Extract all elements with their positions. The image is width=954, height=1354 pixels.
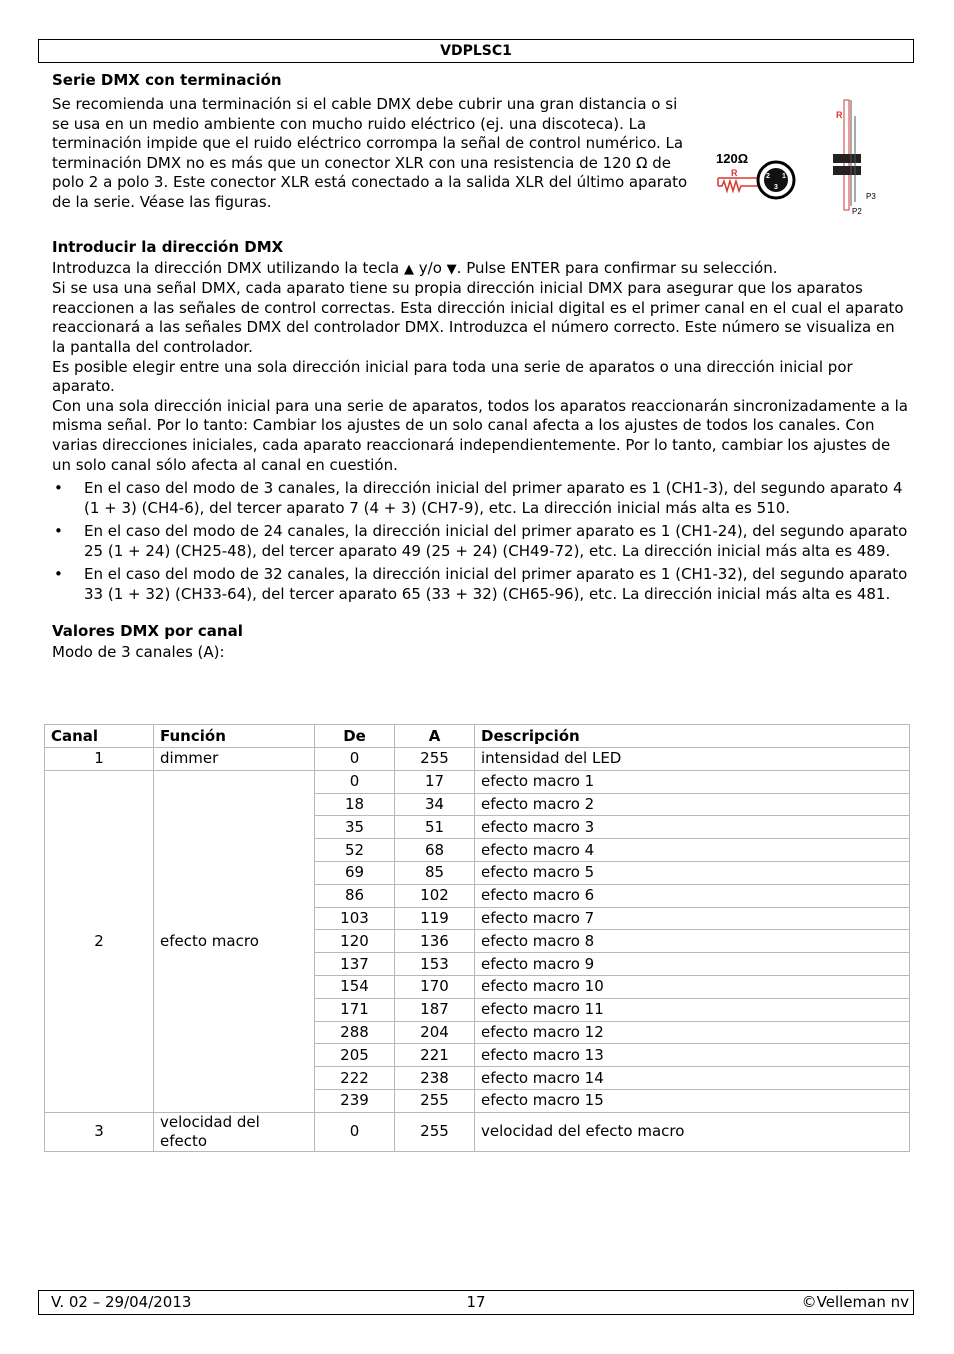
cell-a: 255 — [395, 748, 475, 771]
cell-funcion: velocidad del efecto — [154, 1112, 315, 1151]
cell-descripcion: efecto macro 6 — [475, 884, 910, 907]
cell-a: 170 — [395, 975, 475, 998]
cell-a: 153 — [395, 953, 475, 976]
termination-paragraph: Se recomienda una terminación si el cable DMX debe cubrir una gran distancia o si se usa en un medio ambiente con mucho ruido eléctrico (ej. una discoteca). La terminación impide que el ruido eléctrico corrompa la señal de control numérico. La terminación DMX no es más que un conector XLR con una resistencia de 120 Ω de polo 2 a polo 3. Este conector XLR está conectado a la salida XLR del último aparato de la serie. Véase las figuras. — [52, 95, 688, 211]
cell-de: 171 — [315, 998, 395, 1021]
list-item — [52, 479, 908, 518]
cell-a: 51 — [395, 816, 475, 839]
col-header-de: De — [315, 725, 395, 748]
cell-de: 120 — [315, 930, 395, 953]
cell-descripcion: efecto macro 5 — [475, 861, 910, 884]
footer-version: V. 02 – 29/04/2013 — [51, 1293, 192, 1311]
cell-descripcion: efecto macro 4 — [475, 839, 910, 862]
cell-descripcion: efecto macro 10 — [475, 975, 910, 998]
dmx-values-section — [52, 619, 908, 663]
arrow-up-icon: ▲ — [404, 261, 415, 277]
cell-de: 52 — [315, 839, 395, 862]
cell-de: 205 — [315, 1044, 395, 1067]
list-item-text: En el caso del modo de 32 canales, la dirección inicial del primer aparato es 1 (CH1-32), del segundo aparato 33 (1 + 32) (CH33-64), del tercer aparato 65 (33 + 32) (CH65-96), etc. La dirección inicial más alta es 481. — [84, 565, 908, 604]
cell-de: 0 — [315, 770, 395, 793]
cell-descripcion: efecto macro 11 — [475, 998, 910, 1021]
resistor-symbol — [718, 181, 758, 191]
xlr-pin-3: 3 — [774, 184, 778, 191]
col-header-canal: Canal — [45, 725, 154, 748]
col-header-descripcion: Descripción — [475, 725, 910, 748]
cell-de: 103 — [315, 907, 395, 930]
cell-descripcion: efecto macro 2 — [475, 793, 910, 816]
cell-descripcion: efecto macro 7 — [475, 907, 910, 930]
cell-a: 255 — [395, 1089, 475, 1112]
cell-de: 154 — [315, 975, 395, 998]
arrow-down-icon: ▼ — [446, 261, 457, 277]
xlr-pin-2: 2 — [766, 173, 770, 180]
col-header-funcion: Función — [154, 725, 315, 748]
section-heading-termination: Serie DMX con terminación — [52, 71, 282, 89]
dmx-address-intro — [52, 259, 908, 280]
cell-a: 17 — [395, 770, 475, 793]
cell-a: 255 — [395, 1112, 475, 1151]
cell-funcion: efecto macro — [154, 770, 315, 1112]
cell-canal: 2 — [45, 770, 154, 1112]
list-item — [52, 522, 908, 561]
cell-de: 239 — [315, 1089, 395, 1112]
section-heading-dmx-address: Introducir la dirección DMX — [52, 237, 284, 256]
cell-a: 102 — [395, 884, 475, 907]
connector-block-bottom — [833, 166, 861, 175]
cell-de: 69 — [315, 861, 395, 884]
cell-a: 34 — [395, 793, 475, 816]
table-row — [45, 748, 910, 771]
cell-descripcion: efecto macro 14 — [475, 1067, 910, 1090]
cell-de: 18 — [315, 793, 395, 816]
bullet-icon: • — [54, 565, 63, 584]
cell-de: 35 — [315, 816, 395, 839]
cell-a: 136 — [395, 930, 475, 953]
cell-de: 288 — [315, 1021, 395, 1044]
mode-subheading: Modo de 3 canales (A): — [52, 642, 225, 661]
figure-ohm-label: 120Ω — [716, 151, 749, 166]
table-row — [45, 1112, 910, 1151]
bullet-icon: • — [54, 522, 63, 541]
cell-de: 137 — [315, 953, 395, 976]
connector-block-top — [833, 154, 861, 163]
intro-text-post: . Pulse ENTER para confirmar su selección. — [456, 258, 778, 277]
channel-mode-list — [52, 479, 908, 605]
table-header-row — [45, 725, 910, 748]
figure-p2-label: P2 — [852, 207, 862, 216]
cell-descripcion: efecto macro 1 — [475, 770, 910, 793]
cell-a: 238 — [395, 1067, 475, 1090]
cell-a: 85 — [395, 861, 475, 884]
cell-de: 222 — [315, 1067, 395, 1090]
cell-descripcion: efecto macro 8 — [475, 930, 910, 953]
section-heading-dmx-values: Valores DMX por canal — [52, 621, 243, 640]
footer-page-number: 17 — [466, 1293, 486, 1311]
cell-a: 68 — [395, 839, 475, 862]
cell-canal: 3 — [45, 1112, 154, 1151]
dmx-channel-table — [44, 724, 910, 1152]
cell-descripcion: efecto macro 13 — [475, 1044, 910, 1067]
col-header-a: A — [395, 725, 475, 748]
bullet-icon: • — [54, 479, 63, 498]
intro-text-mid: y/o — [414, 258, 447, 277]
list-item — [52, 565, 908, 604]
cell-a: 187 — [395, 998, 475, 1021]
cell-descripcion: efecto macro 3 — [475, 816, 910, 839]
footer-copyright: ©Velleman nv — [801, 1293, 909, 1311]
dmx-paragraph-4: Con una sola dirección inicial para una serie de aparatos, todos los aparatos reaccionarán sincronizadamente a la misma señal. Por lo tanto: Cambiar los ajustes de un solo canal afecta a los ajustes de todos los canales. Con varias direcciones iniciales, cada aparato reaccionará independientemente. Por lo tanto, cambiar los ajustes de un solo canal sólo afecta al canal en cuestión. — [52, 396, 909, 474]
dmx-address-section — [52, 235, 908, 605]
list-item-text: En el caso del modo de 24 canales, la dirección inicial del primer aparato es 1 (CH1-24), del segundo aparato 25 (1 + 24) (CH25-48), del tercer aparato 49 (25 + 24) (CH49-72), etc. La dirección inicial más alta es 489. — [84, 522, 908, 560]
cell-descripcion: intensidad del LED — [475, 748, 910, 771]
dmx-paragraph-3: Es posible elegir entre una sola dirección inicial para toda una serie de aparatos o una dirección inicial por aparato. — [52, 357, 853, 396]
figure-r-label: R — [731, 168, 738, 178]
cell-canal: 1 — [45, 748, 154, 771]
cell-descripcion: velocidad del efecto macro — [475, 1112, 910, 1151]
cell-a: 119 — [395, 907, 475, 930]
cell-a: 221 — [395, 1044, 475, 1067]
figure-r-label-right: R — [836, 110, 843, 120]
xlr-pin-1: 1 — [782, 173, 786, 180]
table-row — [45, 770, 910, 793]
cell-a: 204 — [395, 1021, 475, 1044]
cell-descripcion: efecto macro 15 — [475, 1089, 910, 1112]
cell-de: 86 — [315, 884, 395, 907]
cell-descripcion: efecto macro 12 — [475, 1021, 910, 1044]
intro-text-pre: Introduzca la dirección DMX utilizando la tecla — [52, 258, 405, 277]
page-footer — [38, 1290, 914, 1315]
cell-descripcion: efecto macro 9 — [475, 953, 910, 976]
document-title: VDPLSC1 — [440, 43, 512, 59]
dmx-paragraph-2: Si se usa una señal DMX, cada aparato tiene su propia dirección inicial DMX para asegurar que los aparatos reaccionen a las señales de control correctas. Esta dirección inicial digital es el primer canal en el cual el aparato reaccionará a las señales DMX del controlador DMX. Introduzca el número correcto. Este número se visualiza en la pantalla del controlador. — [52, 279, 904, 356]
figure-p3-label: P3 — [866, 192, 876, 201]
cell-funcion: dimmer — [154, 748, 315, 771]
cell-de: 0 — [315, 1112, 395, 1151]
page-content — [52, 68, 908, 662]
cell-de: 0 — [315, 748, 395, 771]
table-body — [45, 748, 910, 1152]
list-item-text: En el caso del modo de 3 canales, la dirección inicial del primer aparato es 1 (CH1-3), del segundo aparato 4 (1 + 3) (CH4-6), del tercer aparato 7 (4 + 3) (CH7-9), etc. La dirección inicial más alta es 510. — [84, 479, 903, 517]
page-header — [38, 39, 914, 63]
xlr-termination-figure — [716, 96, 886, 216]
